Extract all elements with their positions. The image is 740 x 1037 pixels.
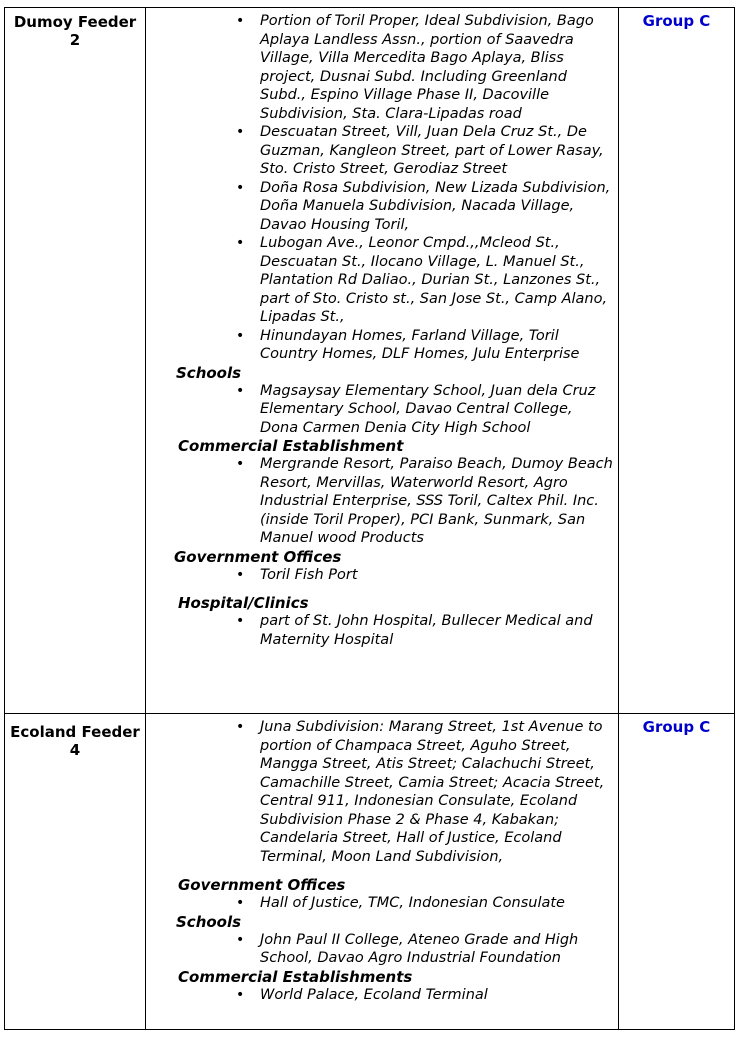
feeder-schedule-table	[4, 7, 735, 1030]
section-heading: Schools	[176, 363, 242, 382]
feeder-cell	[5, 714, 146, 1030]
list-item: • John Paul II College, Ateneo Grade and High School, Davao Agro Industrial Foundation	[236, 931, 579, 966]
section-list	[176, 931, 618, 968]
section-heading: Commercial Establishment	[178, 437, 404, 455]
feeder-name-line: Ecoland Feeder	[10, 723, 140, 741]
bullet-icon: •	[236, 719, 245, 735]
bullet-icon: •	[236, 13, 245, 29]
bullet-icon: •	[236, 179, 245, 196]
section-heading: Hospital/Clinics	[178, 594, 309, 612]
list-item: • part of St. John Hospital, Bullecer Medical and Maternity Hospital	[236, 613, 593, 648]
group-cell	[619, 714, 735, 1030]
table-row	[5, 8, 735, 714]
bullet-icon: •	[236, 613, 245, 629]
area-list	[176, 718, 618, 866]
list-item: • Mergrande Resort, Paraiso Beach, Dumoy Beach Resort, Mervillas, Waterworld Resort, Agro Industrial Enterprise, SSS Toril, Caltex Phil. Inc. (inside Toril Proper), PCI Bank, Sunmark, San Manuel wood Products	[236, 456, 613, 546]
area-list	[176, 12, 618, 364]
section-heading: Government Offices	[174, 547, 342, 566]
group-label: Group C	[642, 12, 711, 30]
section-list	[176, 455, 618, 548]
section-list	[176, 986, 618, 1005]
list-item: • Toril Fish Port	[236, 566, 358, 583]
section-heading: Government Offices	[178, 876, 346, 894]
feeder-name	[5, 714, 145, 759]
group-label: Group C	[642, 718, 711, 736]
list-item: • Descuatan Street, Vill, Juan Dela Cruz St., De Guzman, Kangleon Street, part of Lower Rasay, Sto. Cristo Street, Gerodiaz Street	[236, 124, 604, 177]
section-heading: Schools	[176, 912, 242, 931]
bullet-icon: •	[236, 382, 245, 399]
group-cell	[619, 8, 735, 714]
list-item: • Hall of Justice, TMC, Indonesian Consulate	[236, 895, 565, 911]
feeder-name-line: 2	[69, 31, 81, 49]
section-list	[176, 566, 618, 585]
list-item: • Portion of Toril Proper, Ideal Subdivision, Bago Aplaya Landless Assn., portion of Saavedra Village, Villa Mercedita Bago Aplaya, Bliss project, Dusnai Subd. Including Greenland Subd., Espino Village Phase II, Dacoville Subdivision, Sta. Clara-Lipadas road	[236, 13, 594, 122]
bullet-icon: •	[236, 895, 245, 911]
bullet-icon: •	[236, 986, 245, 1003]
feeder-name	[5, 8, 145, 49]
bullet-icon: •	[236, 566, 245, 583]
bullet-icon: •	[236, 124, 245, 140]
section-list	[176, 382, 618, 438]
list-item: • Juna Subdivision: Marang Street, 1st Avenue to portion of Champaca Street, Aguho Street, Mangga Street, Atis Street; Calachuchi Street, Camachille Street, Camia Street; Acacia Street, Central 911, Indonesian Consulate, Ecoland Subdivision Phase 2 & Phase 4, Kabakan; Candelaria Street, Hall of Justice, Ecoland Terminal, Moon Land Subdivision,	[236, 719, 605, 865]
section-list	[176, 612, 618, 649]
section-heading: Commercial Establishments	[178, 967, 413, 986]
list-item: • Doña Rosa Subdivision, New Lizada Subdivision, Doña Manuela Subdivision, Nacada Village, Davao Housing Toril,	[236, 179, 611, 233]
bullet-icon: •	[236, 327, 245, 344]
list-item: • World Palace, Ecoland Terminal	[236, 986, 488, 1003]
bullet-icon: •	[236, 456, 245, 472]
bullet-icon: •	[236, 931, 245, 948]
feeder-cell	[5, 8, 146, 714]
areas-cell	[146, 8, 619, 714]
areas-cell	[146, 714, 619, 1030]
feeder-name-line: Dumoy Feeder	[13, 13, 137, 31]
feeder-name-line: 4	[69, 741, 81, 759]
list-item: • Lubogan Ave., Leonor Cmpd.,,Mcleod St., Descuatan St., Ilocano Village, L. Manuel St., Plantation Rd Daliao., Durian St., Lanzones St., part of Sto. Cristo st., San Jose St., Camp Alano, Lipadas St.,	[236, 235, 608, 325]
bullet-icon: •	[236, 235, 245, 251]
table-row	[5, 714, 735, 1030]
list-item: • Magsaysay Elementary School, Juan dela Cruz Elementary School, Davao Central College, Dona Carmen Denia City High School	[236, 382, 596, 436]
section-list	[176, 894, 618, 913]
list-item: • Hinundayan Homes, Farland Village, Toril Country Homes, DLF Homes, Julu Enterprise	[236, 327, 580, 362]
